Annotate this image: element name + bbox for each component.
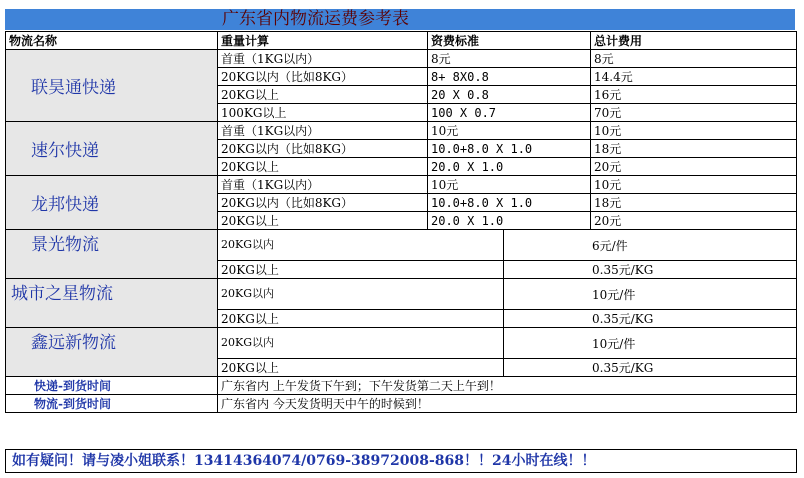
header-rate: 资费标准 [428,32,591,50]
rate-cell: 20 X 0.8 [428,86,591,104]
total-cell: 10元 [591,176,797,194]
carrier-name: 景光物流 [6,230,218,279]
rate-cell: 8+ 8X0.8 [428,68,591,86]
carrier-name: 龙邦快递 [6,176,218,230]
header-weight: 重量计算 [218,32,428,50]
weight-cell: 首重（1KG以内） [218,176,428,194]
table-row [6,328,797,359]
total-cell: 20元 [591,158,797,176]
total-cell: 70元 [591,104,797,122]
total-cell: 10元 [591,122,797,140]
price-cell: 0.35元/KG [504,359,797,377]
weight-cell: 20KG以上 [218,86,428,104]
rate-cell: 10.0+8.0 X 1.0 [428,140,591,158]
total-cell: 18元 [591,140,797,158]
weight-cell: 20KG以内 [218,230,504,261]
rate-cell: 10.0+8.0 X 1.0 [428,194,591,212]
weight-cell: 20KG以内 [218,328,504,359]
weight-cell: 20KG以内（比如8KG） [218,140,428,158]
express-delivery-value: 广东省内 上午发货下午到；下午发货第二天上午到！ [218,377,797,395]
price-cell: 0.35元/KG [504,261,797,279]
weight-cell: 20KG以上 [218,359,504,377]
rate-cell: 20.0 X 1.0 [428,212,591,230]
total-cell: 18元 [591,194,797,212]
price-cell: 6元/件 [504,230,797,261]
total-cell: 16元 [591,86,797,104]
table-row [6,230,797,261]
price-cell: 10元/件 [504,328,797,359]
weight-cell: 20KG以内 [218,279,504,310]
carrier-name: 鑫远新物流 [6,328,218,377]
rate-cell: 20.0 X 1.0 [428,158,591,176]
page-title: 广东省内物流运费参考表 [222,9,409,29]
weight-cell: 首重（1KG以内） [218,122,428,140]
rate-cell: 8元 [428,50,591,68]
carrier-name: 联昊通快递 [6,50,218,122]
carrier-name: 城市之星物流 [6,279,218,328]
table-row [6,50,797,68]
delivery-time-row [6,395,797,413]
weight-cell: 100KG以上 [218,104,428,122]
weight-cell: 20KG以上 [218,212,428,230]
logistics-delivery-value: 广东省内 今天发货明天中午的时候到！ [218,395,797,413]
contact-text: 如有疑问！请与凌小姐联系！13414364074/0769-38972008-868！！24小时在线！！ [12,453,596,469]
header-total: 总计费用 [591,32,797,50]
weight-cell: 20KG以内（比如8KG） [218,68,428,86]
express-delivery-label: 快递-到货时间 [6,377,218,395]
table-row [6,176,797,194]
weight-cell: 首重（1KG以内） [218,50,428,68]
delivery-time-row [6,377,797,395]
table-row [6,279,797,310]
rate-cell: 100 X 0.7 [428,104,591,122]
total-cell: 20元 [591,212,797,230]
logistics-delivery-label: 物流-到货时间 [6,395,218,413]
title-banner [5,9,795,30]
weight-cell: 20KG以上 [218,158,428,176]
freight-table [5,31,797,413]
rate-cell: 10元 [428,122,591,140]
weight-cell: 20KG以上 [218,310,504,328]
rate-cell: 10元 [428,176,591,194]
table-row [6,122,797,140]
price-cell: 0.35元/KG [504,310,797,328]
header-name: 物流名称 [6,32,218,50]
price-cell: 10元/件 [504,279,797,310]
total-cell: 8元 [591,50,797,68]
total-cell: 14.4元 [591,68,797,86]
contact-banner [5,449,797,473]
weight-cell: 20KG以内（比如8KG） [218,194,428,212]
header-row [6,32,797,50]
carrier-name: 速尔快递 [6,122,218,176]
weight-cell: 20KG以上 [218,261,504,279]
